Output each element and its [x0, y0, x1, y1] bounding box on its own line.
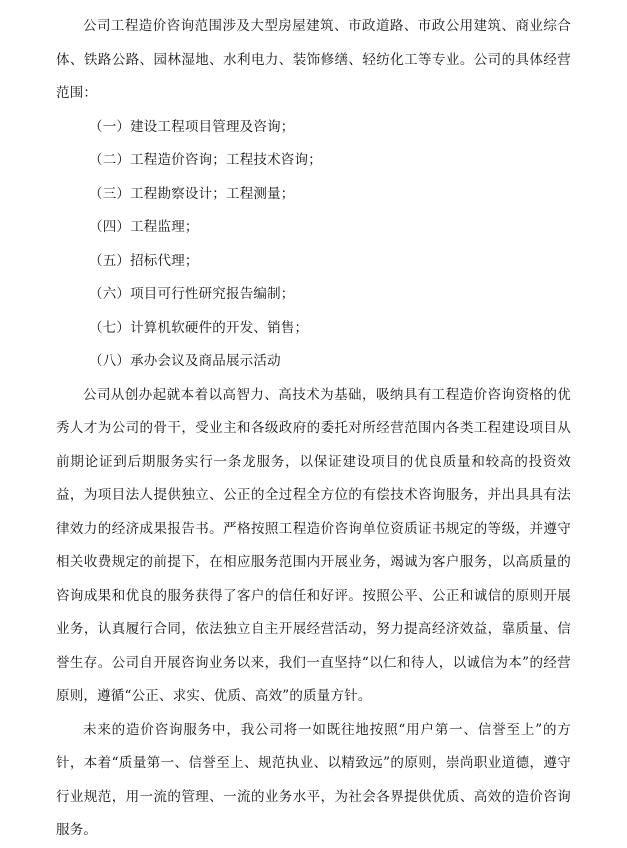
future-service-paragraph: 未来的造价咨询服务中，我公司将一如既往地按照“用户第一、信誉至上”的方针，本着“质量第一、信誉至上、规范执业、以精致远”的原则，崇尚职业道德，遵守行业规范，用一流的管理、一流的业务水平，为社会各界提供优质、高效的造价咨询服务。: [56, 721, 571, 838]
scope-item-7: （七）计算机软硬件的开发、销售；: [89, 319, 309, 336]
intro-paragraph: 公司工程造价咨询范围涉及大型房屋建筑、市政道路、市政公用建筑、商业综合体、铁路公路、园林湿地、水利电力、装饰修缮、轻纺化工等专业。公司的具体经营范围：: [56, 18, 571, 101]
scope-item-2: （二）工程造价咨询；工程技术咨询；: [89, 152, 322, 168]
business-scope-list: [56, 111, 571, 379]
scope-item-4: （四）工程监理；: [89, 219, 199, 235]
scope-item-1: （一）建设工程项目管理及咨询；: [89, 118, 295, 135]
scope-item-6: （六）项目可行性研究报告编制；: [89, 286, 295, 302]
company-philosophy-paragraph: 公司从创办起就本着以高智力、高技术为基础，吸纳具有工程造价咨询资格的优秀人才为公司的骨干，受业主和各级政府的委托对所经营范围内各类工程建设项目从前期论证到后期服务实行一条龙服务，以保证建设项目的优良质量和较高的投资效益，为项目法人提供独立、公正的全过程全方位的有偿技术咨询服务，并出具具有法律效力的经济成果报告书。严格按照工程造价咨询单位资质证书规定的等级，并遵守相关收费规定的前提下，在相应服务范围内开展业务，竭诚为客户服务，以高质量的咨询成果和优良的服务获得了客户的信任和好评。按照公平、公正和诚信的原则开展业务，认真履行合同，依法独立自主开展经营活动，努力提高经济效益，靠质量、信誉生存。公司自开展咨询业务以来，我们一直坚持“以仁和待人，以诚信为本”的经营原则，遵循“公正、求实、优质、高效”的质量方针。: [56, 386, 571, 704]
scope-item-8: （八）承办会议及商品展示活动: [89, 353, 281, 369]
scope-item-5: （五）招标代理；: [89, 252, 199, 269]
scope-item-3: （三）工程勘察设计；工程测量；: [89, 185, 295, 202]
